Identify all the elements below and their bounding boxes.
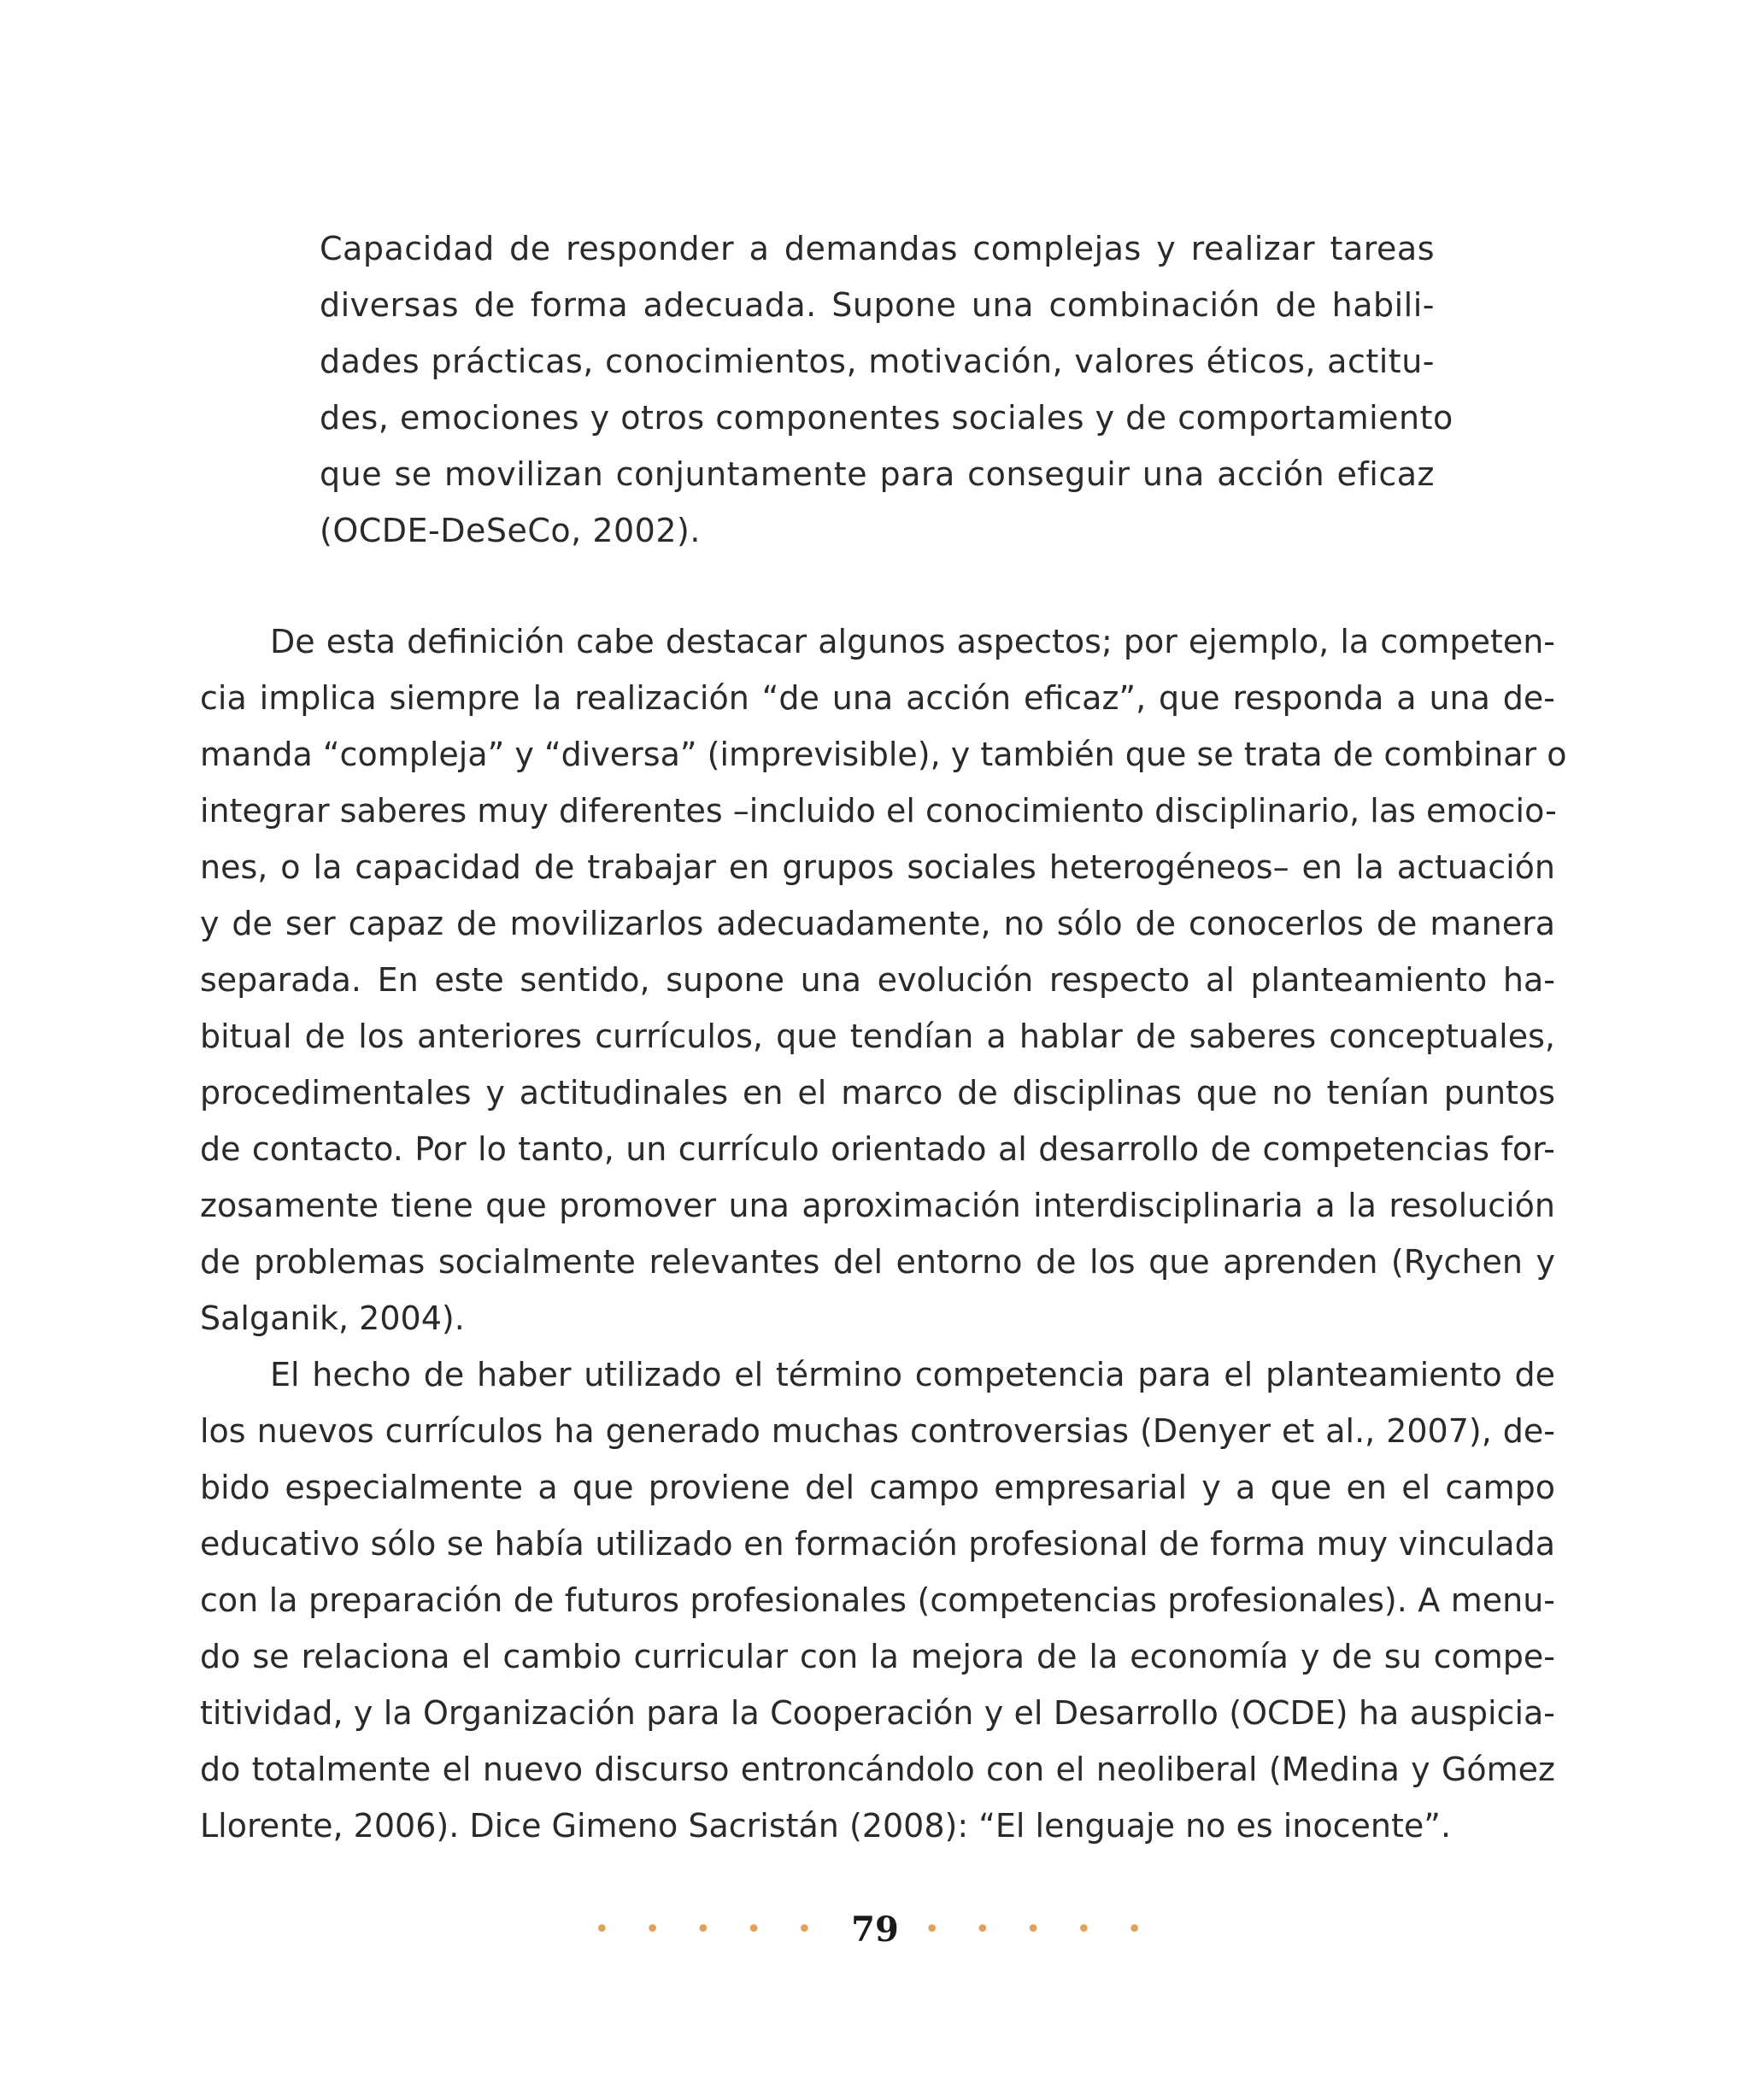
text-line: bido especialmente a que proviene del campo empresarial y a que en el campo [200, 1469, 1555, 1506]
paragraph-1 [200, 613, 1567, 1346]
paragraph-2 [200, 1346, 1555, 1854]
quote-line: que se movilizan conjuntamente para conseguir una acción eficaz [320, 455, 1435, 493]
page-number: 79 [851, 1909, 899, 1950]
text-line: bitual de los anteriores currículos, que tendían a hablar de saberes conceptuales, [200, 1018, 1555, 1055]
text-line: zosamente tiene que promover una aproximación interdisciplinaria a la resolución [200, 1187, 1555, 1224]
text-line: do totalmente el nuevo discurso entroncándolo con el neoliberal (Medina y Gómez [200, 1751, 1555, 1788]
page-footer [0, 1903, 1750, 1955]
text-line: El hecho de haber utilizado el término competencia para el planteamiento de [270, 1356, 1555, 1393]
text-line: manda “compleja” y “diversa” (imprevisible), y también que se trata de combinar o [200, 736, 1567, 773]
text-line: Llorente, 2006). Dice Gimeno Sacristán (2008): “El lenguaje no es inocente”. [200, 1807, 1452, 1845]
quote-line: Capacidad de responder a demandas complejas y realizar tareas [320, 230, 1435, 267]
text-line: De esta definición cabe destacar algunos aspectos; por ejemplo, la competen- [270, 623, 1555, 660]
text-line: educativo sólo se había utilizado en formación profesional de forma muy vinculada [200, 1525, 1555, 1563]
quote-line: diversas de forma adecuada. Supone una combinación de habili- [320, 286, 1435, 324]
text-line: titividad, y la Organización para la Cooperación y el Desarrollo (OCDE) ha auspicia- [200, 1694, 1555, 1732]
text-line: de contacto. Por lo tanto, un currículo orientado al desarrollo de competencias for- [200, 1130, 1555, 1168]
text-line: do se relaciona el cambio curricular con la mejora de la economía y de su compe- [200, 1638, 1555, 1675]
text-line: procedimentales y actitudinales en el marco de disciplinas que no tenían puntos [200, 1074, 1555, 1112]
quote-citation: (OCDE-DeSeCo, 2002). [320, 512, 701, 549]
text-line: Salganik, 2004). [200, 1299, 465, 1337]
quote-line: des, emociones y otros componentes sociales y de comportamiento [320, 399, 1453, 437]
definition-quote [320, 220, 1453, 559]
text-line: de problemas socialmente relevantes del entorno de los que aprenden (Rychen y [200, 1243, 1555, 1281]
quote-line: dades prácticas, conocimientos, motivación, valores éticos, actitu- [320, 343, 1435, 380]
text-line: integrar saberes muy diferentes –incluido el conocimiento disciplinario, las emocio- [200, 792, 1557, 830]
text-line: nes, o la capacidad de trabajar en grupos sociales heterogéneos– en la actuación [200, 848, 1555, 886]
body-text [200, 613, 1567, 1854]
text-line: y de ser capaz de movilizarlos adecuadamente, no sólo de conocerlos de manera [200, 905, 1555, 942]
text-line: cia implica siempre la realización “de una acción eficaz”, que responda a una de- [200, 679, 1555, 717]
right-dots-ornament: • • • • • [924, 1914, 1156, 1945]
text-line: con la preparación de futuros profesionales (competencias profesionales). A menu- [200, 1581, 1555, 1619]
left-dots-ornament: • • • • • [594, 1914, 826, 1945]
text-line: separada. En este sentido, supone una evolución respecto al planteamiento ha- [200, 961, 1555, 999]
text-line: los nuevos currículos ha generado muchas controversias (Denyer et al., 2007), de- [200, 1412, 1555, 1450]
